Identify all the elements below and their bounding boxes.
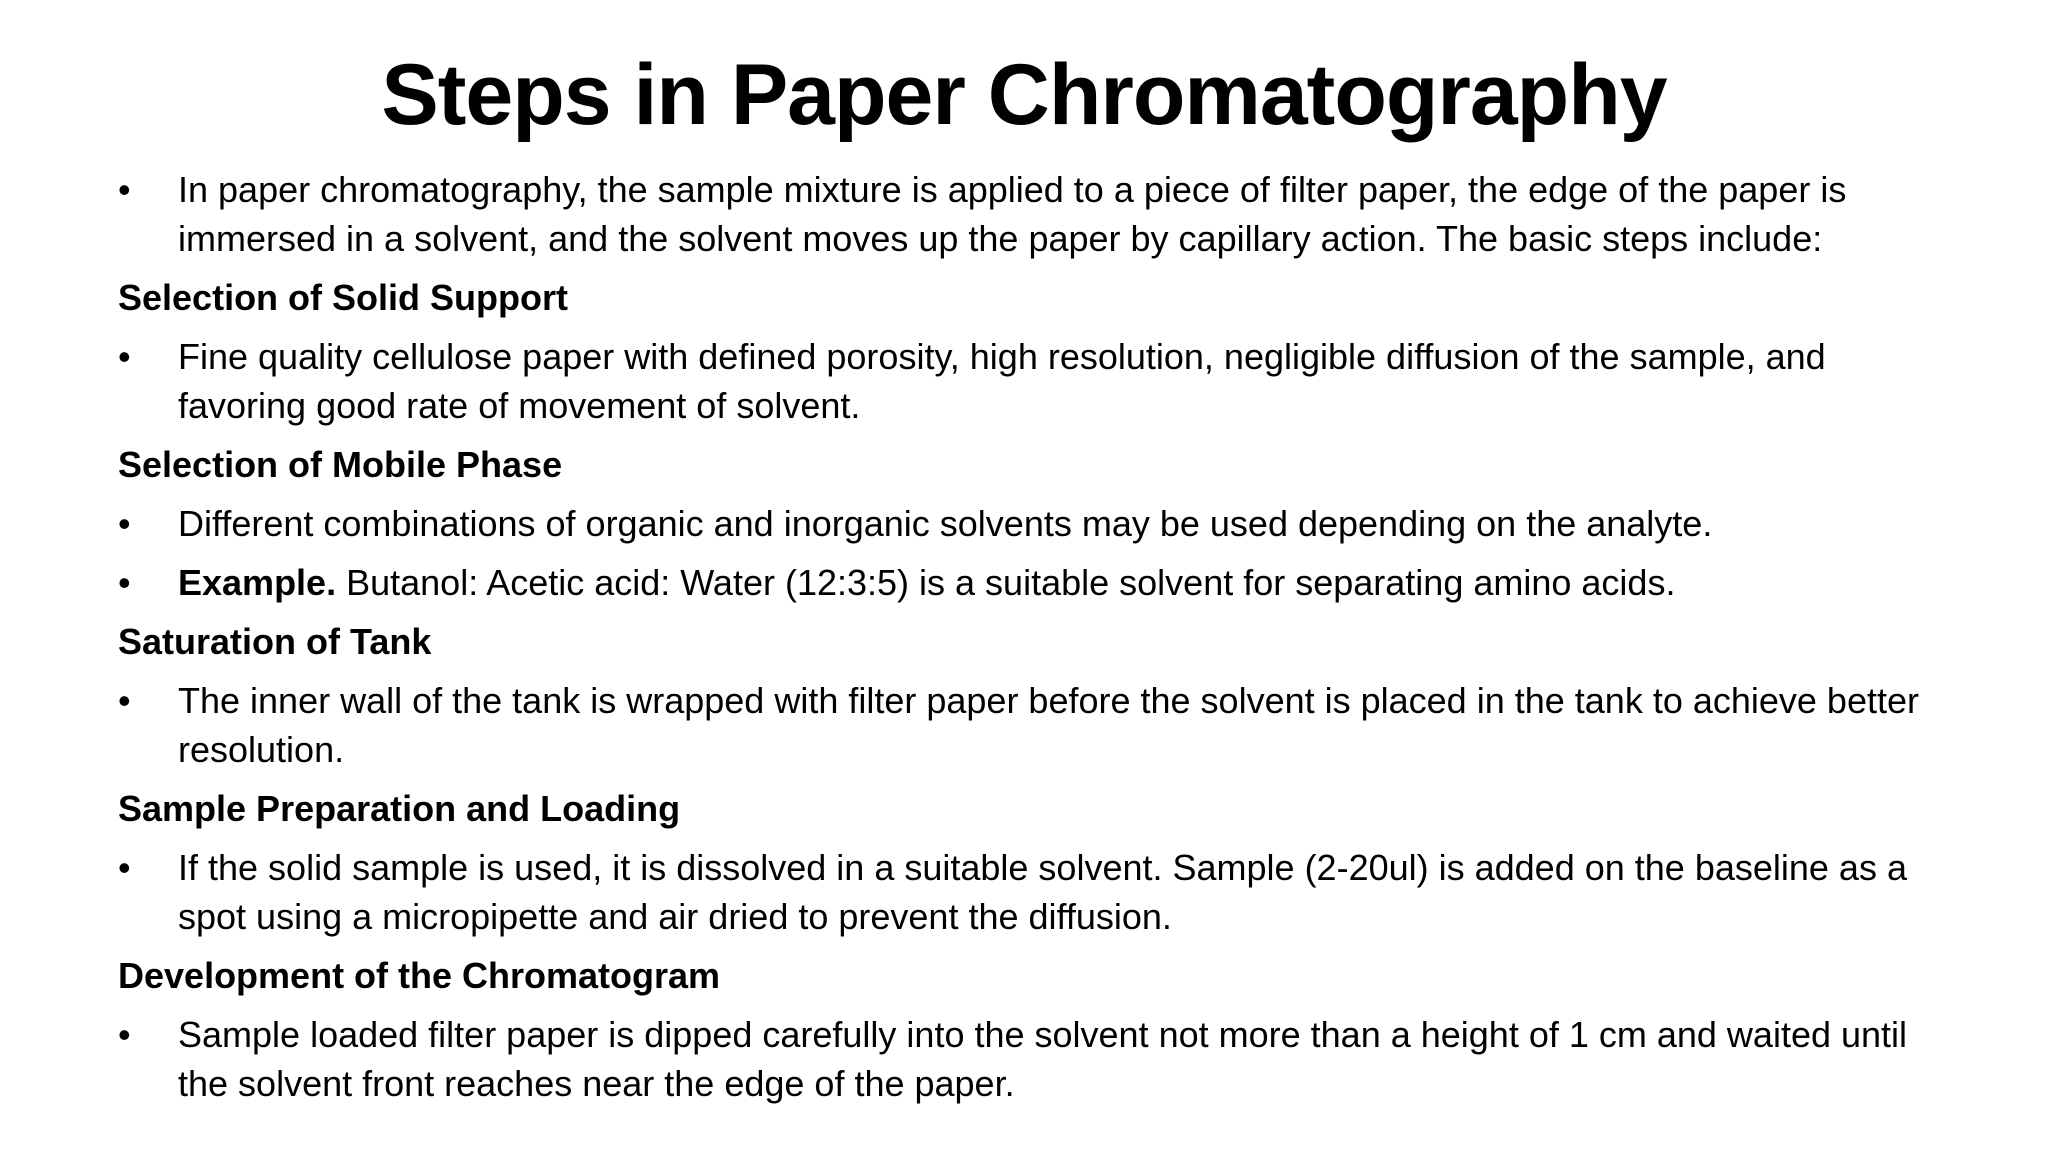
bullet-icon: • [118,680,131,721]
list-item [118,843,1948,941]
bullet-icon: • [118,562,131,603]
list-item [118,676,1948,774]
section-heading-mobile-phase: Selection of Mobile Phase [118,444,563,485]
intro-bullet [118,165,1948,263]
bullet-icon: • [118,169,131,210]
list-item [118,1010,1948,1108]
section-heading-sample-preparation: Sample Preparation and Loading [118,788,681,829]
bullet-text: If the solid sample is used, it is dissolved in a suitable solvent. Sample (2-20ul) is added on the baseline as a spot using a micropipette and air dried to prevent the diffusion. [178,847,1907,937]
bullet-text: Different combinations of organic and inorganic solvents may be used depending on the analyte. [178,503,1713,544]
bullet-icon: • [118,847,131,888]
bullet-text: Sample loaded filter paper is dipped carefully into the solvent not more than a height of 1 cm and waited until the solvent front reaches near the edge of the paper. [178,1014,1908,1104]
bullet-icon: • [118,503,131,544]
list-item [118,558,1948,607]
list-item [118,499,1948,548]
slide-body [118,165,1948,1118]
section-heading-saturation-of-tank: Saturation of Tank [118,621,432,662]
slide-title: Steps in Paper Chromatography [381,47,1667,143]
bullet-icon: • [118,336,131,377]
bullet-text: Fine quality cellulose paper with defined porosity, high resolution, negligible diffusion of the sample, and favoring good rate of movement of solvent. [178,336,1826,426]
example-text: Butanol: Acetic acid: Water (12:3:5) is a suitable solvent for separating amino acids. [336,562,1676,603]
list-item [118,332,1948,430]
section-heading-development: Development of the Chromatogram [118,955,721,996]
example-label: Example. [178,562,337,603]
intro-text: In paper chromatography, the sample mixture is applied to a piece of filter paper, the edge of the paper is immersed in a solvent, and the solvent moves up the paper by capillary action. The basic steps include: [178,169,1847,259]
bullet-icon: • [118,1014,131,1055]
bullet-text: The inner wall of the tank is wrapped with filter paper before the solvent is placed in the tank to achieve better resolution. [178,680,1919,770]
section-heading-solid-support: Selection of Solid Support [118,277,568,318]
